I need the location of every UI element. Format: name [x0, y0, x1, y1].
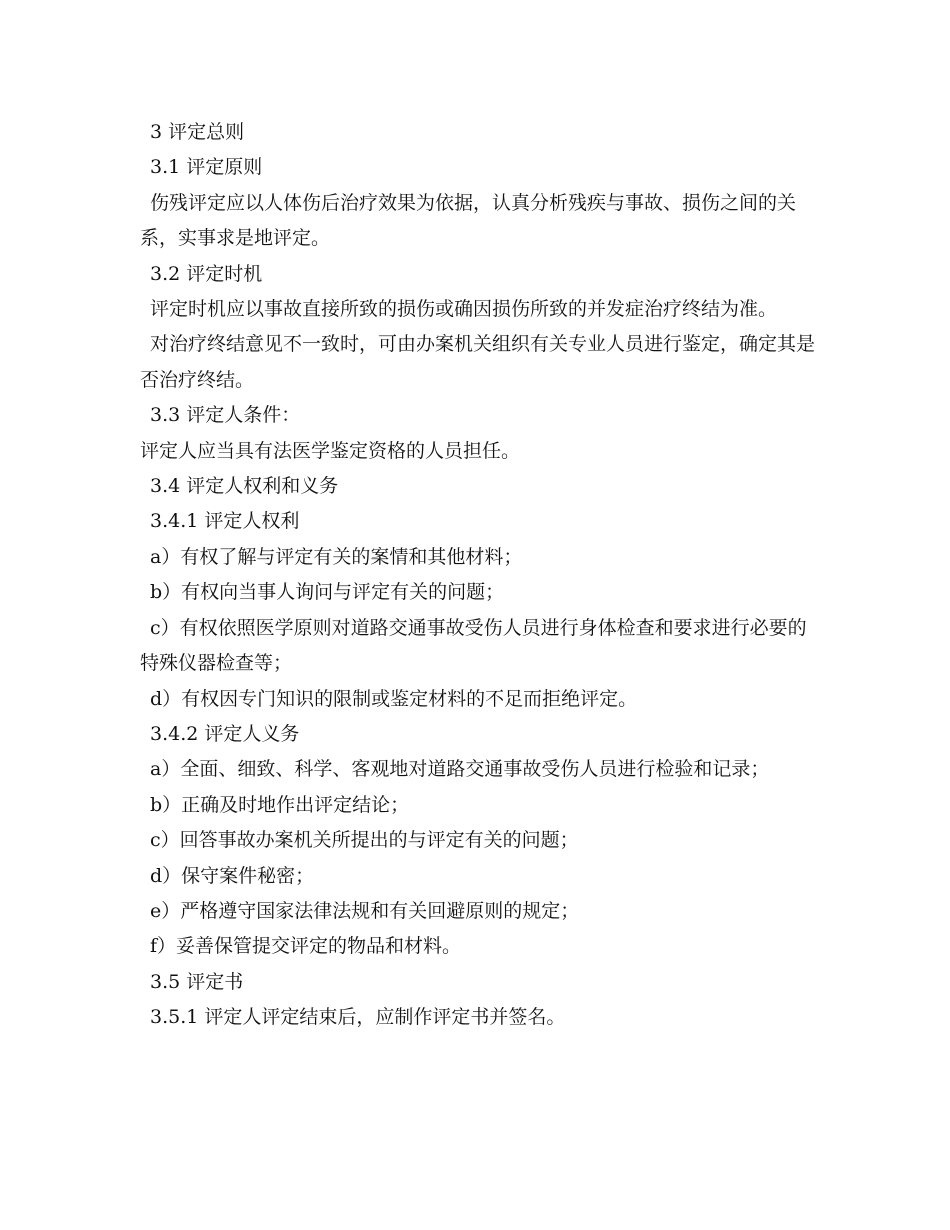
list-item-duties-d: d）保守案件秘密； — [150, 864, 315, 887]
paragraph-3-3: 评定人应当具有法医学鉴定资格的人员担任。 — [140, 439, 521, 462]
subsection-heading-3-5: 3.5 评定书 — [150, 970, 244, 993]
subsection-heading-3-4-1: 3.4.1 评定人权利 — [150, 510, 300, 533]
document-body — [140, 115, 820, 1036]
list-item-duties-e: e）严格遵守国家法律法规和有关回避原则的规定； — [150, 899, 580, 922]
subsection-heading-3-1: 3.1 评定原则 — [150, 156, 263, 179]
list-item-rights-a: a）有权了解与评定有关的案情和其他材料； — [150, 545, 523, 568]
section-heading-3: 3 评定总则 — [150, 121, 245, 143]
paragraph-3-2-a: 评定时机应以事故直接所致的损伤或确因损伤所致的并发症治疗终结为准。 — [150, 298, 778, 321]
paragraph-3-1: 伤残评定应以人体伤后治疗效果为依据，认真分析残疾与事故、损伤之间的关系，实事求是地评定。 — [140, 191, 797, 250]
list-item-duties-a: a）全面、细致、科学、客观地对道路交通事故受伤人员进行检验和记录； — [150, 758, 770, 781]
subsection-heading-3-3: 3.3 评定人条件： — [150, 404, 301, 427]
list-item-duties-f: f）妥善保管提交评定的物品和材料。 — [150, 935, 462, 958]
subsection-heading-3-2: 3.2 评定时机 — [150, 262, 263, 285]
list-item-duties-c: c）回答事故办案机关所提出的与评定有关的问题； — [150, 829, 579, 852]
list-item-duties-b: b）正确及时地作出评定结论； — [150, 793, 410, 816]
subsection-heading-3-4-2: 3.4.2 评定人义务 — [150, 722, 300, 745]
list-item-rights-c: c）有权依照医学原则对道路交通事故受伤人员进行身体检查和要求进行必要的特殊仪器检查等； — [140, 616, 807, 675]
list-item-rights-b: b）有权向当事人询问与评定有关的问题； — [150, 581, 505, 604]
list-item-rights-d: d）有权因专门知识的限制或鉴定材料的不足而拒绝评定。 — [150, 687, 638, 710]
paragraph-3-2-b: 对治疗终结意见不一致时，可由办案机关组织有关专业人员进行鉴定，确定其是否治疗终结。 — [140, 333, 816, 391]
subsection-heading-3-4: 3.4 评定人权利和义务 — [150, 475, 339, 498]
paragraph-3-5-1: 3.5.1 评定人评定结束后，应制作评定书并签名。 — [150, 1006, 566, 1029]
